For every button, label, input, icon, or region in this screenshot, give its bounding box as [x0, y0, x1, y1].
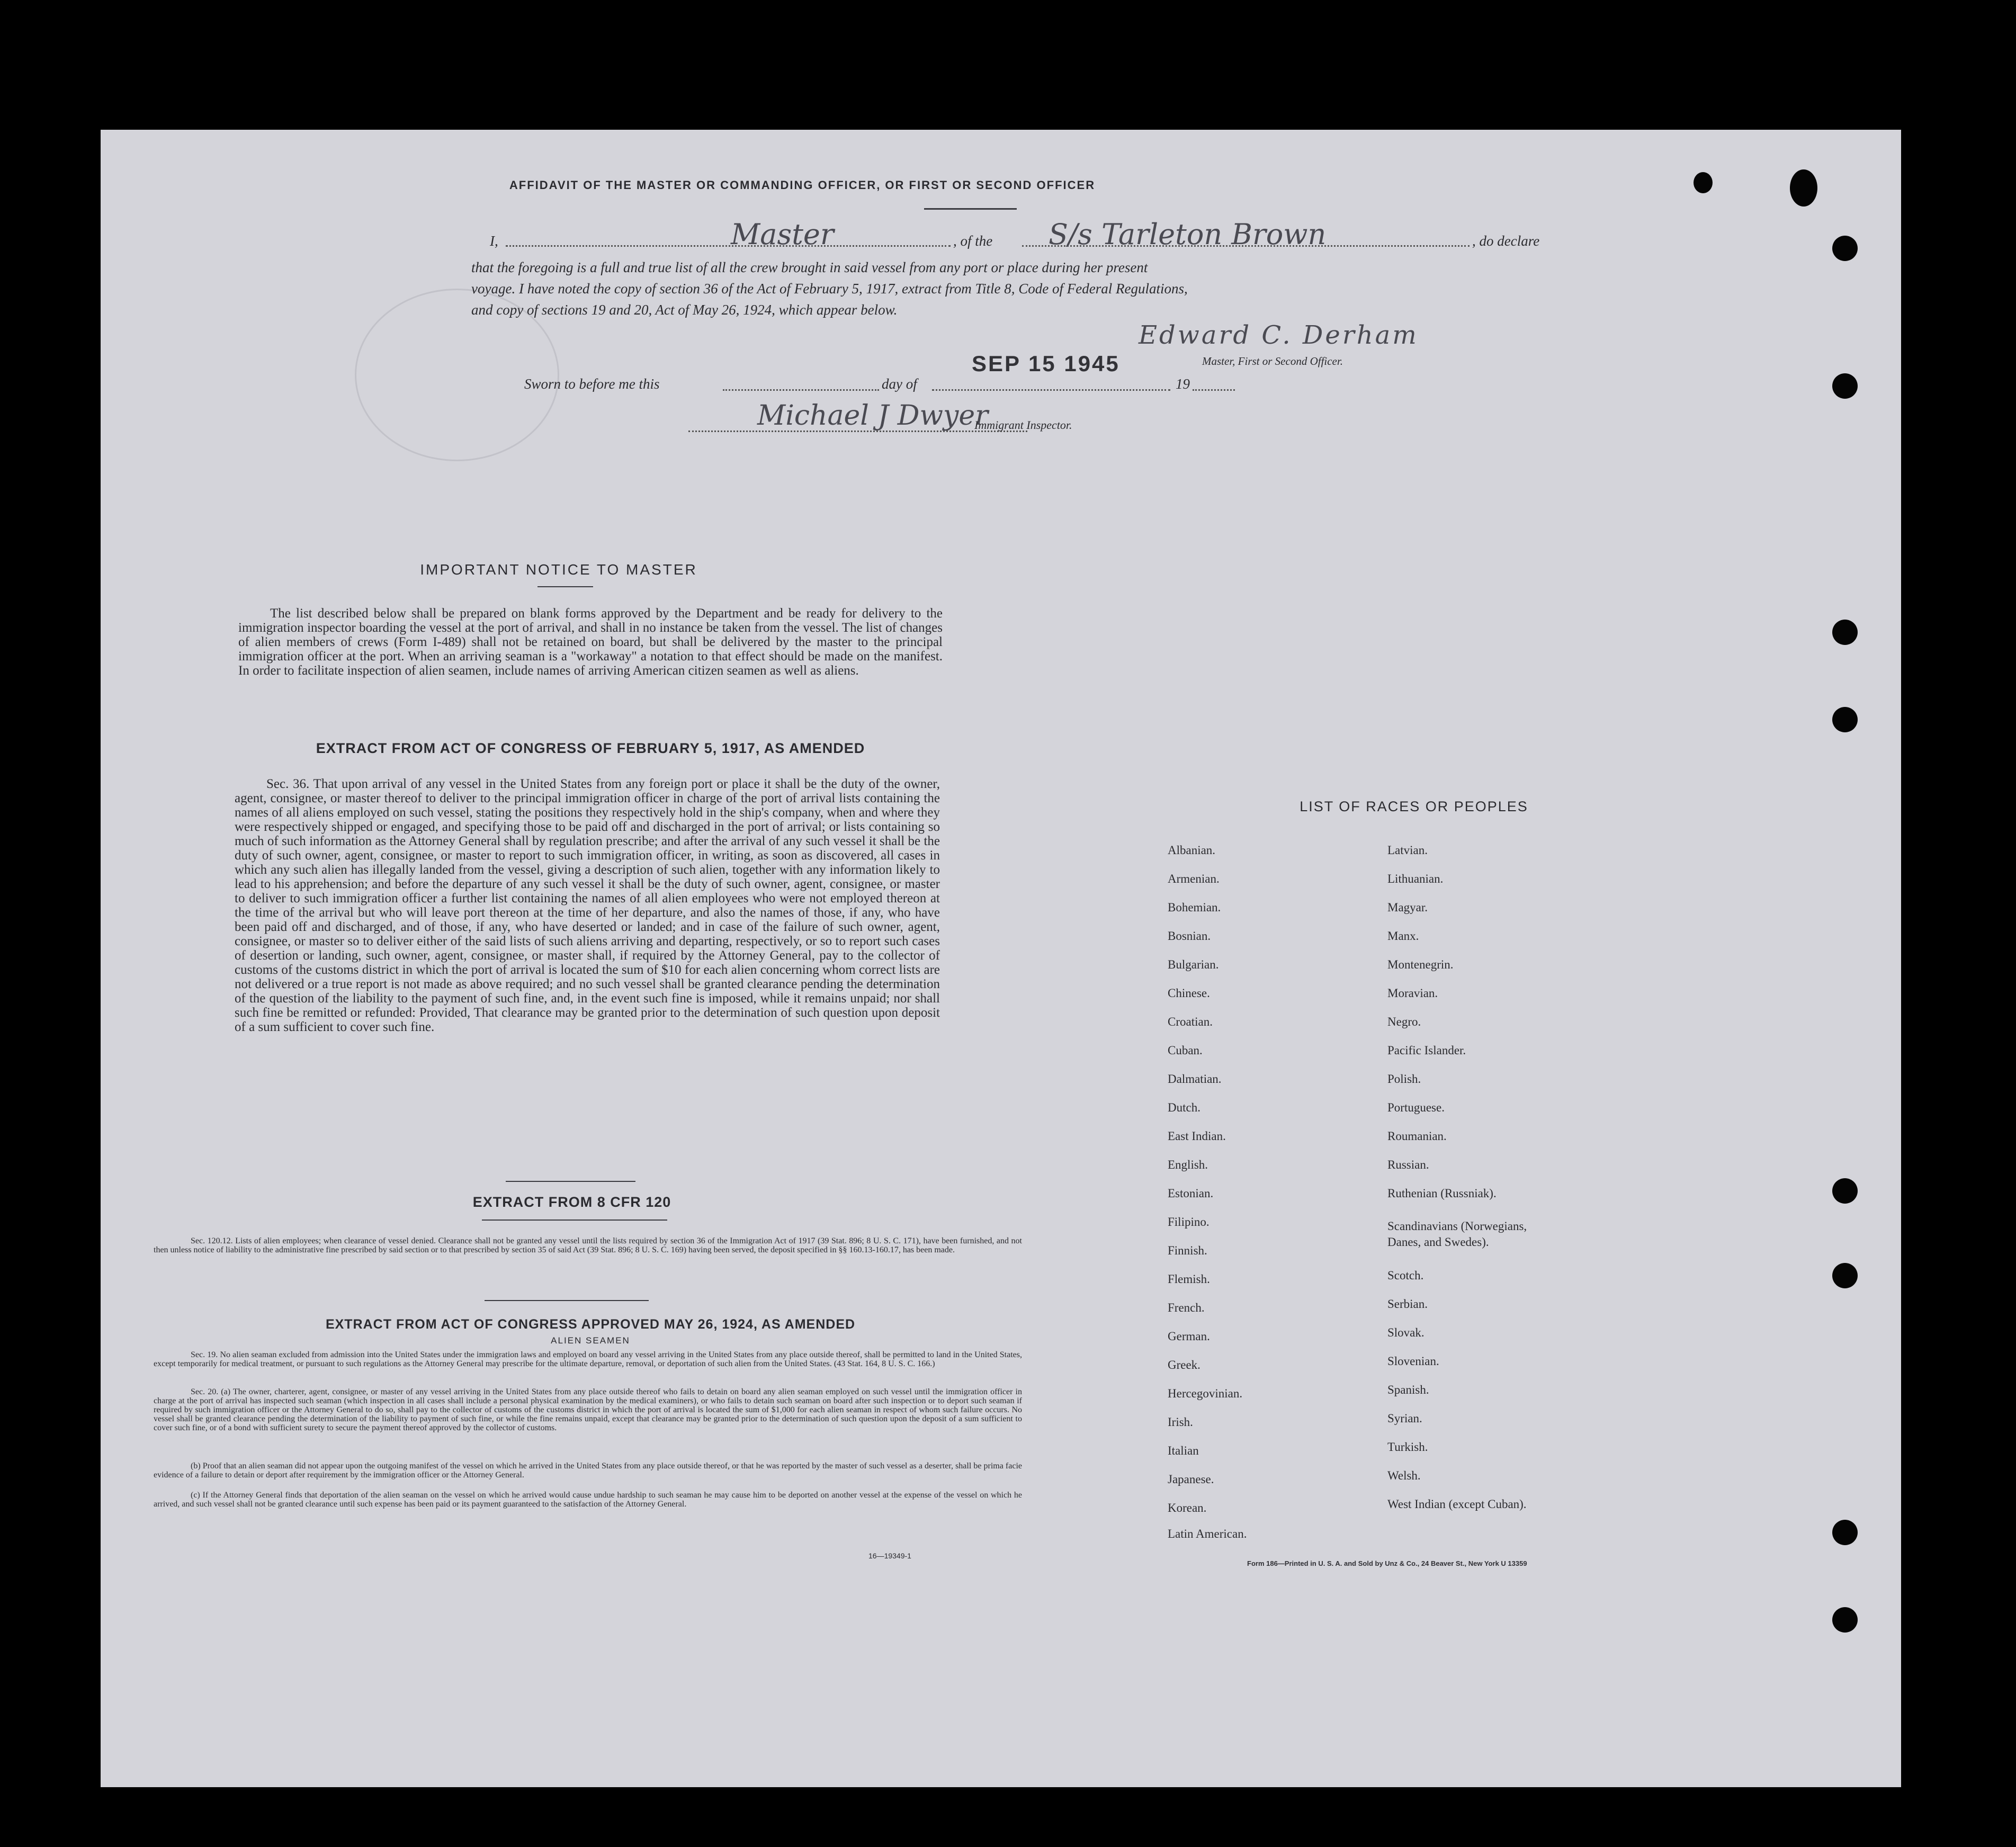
rank-handwritten: Master: [731, 218, 834, 251]
day-of-label: day of: [882, 376, 917, 392]
binder-hole: [1832, 707, 1858, 732]
do-declare-label: , do declare: [1472, 233, 1540, 249]
title-rule: [924, 208, 1017, 210]
race-item: Bohemian.: [1168, 901, 1221, 914]
of-the-label: , of the: [953, 233, 993, 249]
act-1924-rule: [485, 1300, 649, 1301]
race-item: Bulgarian.: [1168, 958, 1219, 971]
race-item: Armenian.: [1168, 872, 1220, 885]
punch-mark: [1790, 169, 1817, 207]
race-item: Bosnian.: [1168, 929, 1211, 943]
race-item: Slovenian.: [1387, 1355, 1439, 1368]
race-item: French.: [1168, 1301, 1205, 1314]
race-item: Montenegrin.: [1387, 958, 1454, 971]
punch-mark: [1694, 172, 1713, 193]
race-item: Latvian.: [1387, 844, 1428, 857]
race-item: Moravian.: [1387, 987, 1438, 1000]
act-1924-subtitle: ALIEN SEAMEN: [551, 1335, 630, 1346]
race-item: Flemish.: [1168, 1272, 1210, 1286]
race-item: Manx.: [1387, 929, 1419, 943]
races-title: LIST OF RACES OR PEOPLES: [1300, 799, 1528, 814]
race-item: Chinese.: [1168, 987, 1210, 1000]
race-item: Pacific Islander.: [1387, 1044, 1466, 1057]
act-1924-sec20b: (b) Proof that an alien seaman did not appear upon the outgoing manifest of the vessel on which he arrived in the United States from any place outside thereof, or that he was reported by the master of such vessel as a deserter, shall be prima facie evidence of a failure to detain or deport after requirement by the immigration officer or the Attorney General.: [154, 1462, 1022, 1480]
race-item: East Indian.: [1168, 1129, 1226, 1143]
binder-hole: [1832, 373, 1858, 399]
race-item: Turkish.: [1387, 1440, 1428, 1454]
act-1924-sec19: Sec. 19. No alien seaman excluded from admission into the United States under the immigration laws and employed on board any vessel arriving in the United States from any place outside thereof, shall be permitted to land in the United States, except temporarily for medical treatment, or pursuant to such regulations as the Attorney General may prescribe for the ultimate departure, removal, or deportation of such alien from the United States. (43 Stat. 164, 8 U. S. C. 166.): [154, 1350, 1022, 1368]
race-item: Estonian.: [1168, 1187, 1214, 1200]
race-item: Ruthenian (Russniak).: [1387, 1187, 1497, 1200]
declaration-line-3: voyage. I have noted the copy of section 36 of the Act of February 5, 1917, extract from Title 8, Code of Federal Regulations,: [471, 281, 1188, 297]
sworn-day-line: [723, 389, 879, 391]
declaration-line-4: and copy of sections 19 and 20, Act of May 26, 1924, which appear below.: [471, 302, 898, 318]
race-item: Welsh.: [1387, 1469, 1421, 1482]
race-item: Albanian.: [1168, 844, 1216, 857]
race-item: Dalmatian.: [1168, 1072, 1222, 1086]
inspector-signature: Michael J Dwyer: [757, 400, 989, 432]
race-item: Irish.: [1168, 1415, 1193, 1429]
year-prefix: 19: [1176, 376, 1190, 392]
race-item: English.: [1168, 1158, 1208, 1171]
binder-hole: [1832, 1607, 1858, 1633]
race-item: Latin American.: [1168, 1527, 1247, 1540]
affidavit-i-label: I,: [490, 233, 498, 249]
binder-hole: [1832, 620, 1858, 645]
race-item: Korean.: [1168, 1501, 1207, 1514]
race-item: Hercegovinian.: [1168, 1387, 1243, 1400]
document-page: [101, 130, 1901, 1787]
race-item: Serbian.: [1387, 1297, 1428, 1311]
binder-hole: [1832, 1263, 1858, 1288]
master-signature-caption: Master, First or Second Officer.: [1202, 355, 1343, 367]
cfr-rule-top: [506, 1181, 635, 1182]
race-item: Russian.: [1387, 1158, 1429, 1171]
act-1924-form-code: 16—19349-1: [868, 1552, 911, 1560]
act-1924-title: EXTRACT FROM ACT OF CONGRESS APPROVED MAY 26, 1924, AS AMENDED: [325, 1317, 856, 1332]
race-item: Magyar.: [1387, 901, 1428, 914]
race-item: German.: [1168, 1330, 1210, 1343]
date-stamp: SEP 15 1945: [972, 351, 1120, 376]
race-item: Syrian.: [1387, 1412, 1422, 1425]
race-item: West Indian (except Cuban).: [1387, 1498, 1527, 1511]
master-signature: Edward C. Derham: [1139, 320, 1419, 350]
inspector-caption: Immigrant Inspector.: [974, 418, 1072, 432]
binder-hole: [1832, 1520, 1858, 1545]
affidavit-title: AFFIDAVIT OF THE MASTER OR COMMANDING OFFICER, OR FIRST OR SECOND OFFICER: [509, 178, 1096, 192]
race-item: Greek.: [1168, 1358, 1200, 1371]
notice-title: IMPORTANT NOTICE TO MASTER: [420, 561, 697, 578]
race-item: Italian: [1168, 1444, 1199, 1457]
binder-hole: [1832, 1178, 1858, 1204]
race-item: Danes, and Swedes).: [1387, 1235, 1489, 1249]
printer-footer: Form 186—Printed in U. S. A. and Sold by Unz & Co., 24 Beaver St., New York U 13359: [1247, 1559, 1527, 1567]
month-dotted-line: [932, 389, 1170, 391]
sworn-label: Sworn to before me this: [524, 376, 660, 392]
race-item: Spanish.: [1387, 1383, 1429, 1396]
cfr-title: EXTRACT FROM 8 CFR 120: [472, 1194, 671, 1210]
year-dotted-line: [1193, 389, 1235, 391]
cfr-rule-bottom: [482, 1220, 667, 1221]
affidavit-declaration: [471, 257, 1567, 320]
act-1917-text: Sec. 36. That upon arrival of any vessel in the United States from any foreign port or place it shall be the duty of the owner, agent, consignee, or master thereof to deliver to the principal immigration officer in charge of the port of arrival lists containing the names of all aliens employed on such vessel, stating the positions they respectively hold in the ship's company, when and where they were respectively shipped or engaged, and specifying those to be paid off and discharged in the port of arrival; or lists containing so much of such information as the Attorney General shall by regulation prescribe; and after the arrival of any such vessel it shall be the duty of such owner, agent, consignee, or master to report to such immigration officer, in writing, as soon as discovered, all cases in which any such alien has illegally landed from the vessel, giving a description of such alien, together with any information likely to lead to his apprehension; and before the departure of any such vessel it shall be the duty of such owner, agent, consignee, or master to deliver to such immigration officer a further list containing the names of all alien employees who were not employed thereon at the time of the arrival but who will leave port thereon at the time of her departure, and also the names of those, if any, who have been paid off and discharged, and of those, if any, who have deserted or landed; and in case of the failure of such owner, agent, consignee, or master so to deliver either of the said lists of such aliens arriving and departing, respectively, or so to report such cases of desertion or landing, such owner, agent, consignee, or master shall, if required by the Attorney General, pay to the collector of customs of the customs district in which the port of arrival is located the sum of $10 for each alien concerning whom correct lists are not delivered or a true report is not made as above required; and no such vessel shall be granted clearance pending the determination of the question of the liability to the payment of such fine, and, in the event such fine is imposed, while it remains unpaid; nor shall such fine be remitted or refunded: Provided, That clearance may be granted prior to the determination of such question upon deposit of a sum sufficient to cover such fine.: [235, 777, 940, 1034]
race-item: Japanese.: [1168, 1473, 1214, 1486]
notice-rule: [537, 586, 593, 587]
binder-hole: [1832, 236, 1858, 261]
race-item: Cuban.: [1168, 1044, 1203, 1057]
race-item: Roumanian.: [1387, 1129, 1447, 1143]
rank-dotted-line: [506, 245, 951, 247]
vessel-handwritten: S/s Tarleton Brown: [1049, 218, 1327, 251]
race-item: Finnish.: [1168, 1244, 1207, 1257]
race-item: Scandinavians (Norwegians,: [1387, 1220, 1527, 1233]
race-item: Polish.: [1387, 1072, 1421, 1086]
notice-text: The list described below shall be prepared on blank forms approved by the Department and be ready for delivery to the immigration inspector boarding the vessel at the port of arrival, and shall in no instance be taken from the vessel. The list of changes of alien members of crews (Form I-489) shall not be retained on board, but shall be delivered by the master to the principal immigration officer at the port. When an arriving seaman is a "workaway" a notation to that effect should be made on the manifest. In order to facilitate inspection of alien seamen, include names of arriving American citizen seamen as well as aliens.: [238, 606, 943, 678]
race-item: Lithuanian.: [1387, 872, 1444, 885]
race-item: Filipino.: [1168, 1215, 1209, 1229]
race-item: Scotch.: [1387, 1269, 1424, 1282]
cfr-text: Sec. 120.12. Lists of alien employees; when clearance of vessel denied. Clearance shall not be granted any vessel until the lists required by section 36 of the Immigration Act of 1917 (39 Stat. 896; 8 U. S. C. 171), have been furnished, and not then unless notice of liability to the administrative fine prescribed by said section or to that prescribed by section 35 of said Act (39 Stat. 896; 8 U. S. C. 169) having been served, the deposit specified in §§ 160.13-160.17, has been made.: [154, 1236, 1022, 1254]
race-item: Portuguese.: [1387, 1101, 1445, 1114]
act-1924-sec20a: Sec. 20. (a) The owner, charterer, agent, consignee, or master of any vessel arriving in the United States from any place outside thereof who fails to detain on board any alien seaman employed on such vessel until the immigration officer in charge at the port of arrival has inspected such seaman (which inspection in all cases shall include a personal physical examination by the medical examiners), or who fails to detain such seaman on board after such inspection or to deport such seaman if required by such immigration officer or the Attorney General to do so, shall pay to the collector of customs of the customs district in which the port of arrival is located the sum of $1,000 for each alien seaman in respect of whom such failure occurs. No vessel shall be granted clearance pending the determination of the liability to payment of such fine, or while the fine remains unpaid, except that clearance may be granted prior to the determination of such question upon the deposit of a sum sufficient to cover such fine, or of a bond with sufficient surety to secure the payment thereof approved by the collector of customs.: [154, 1387, 1022, 1432]
race-item: Slovak.: [1387, 1326, 1424, 1339]
race-item: Negro.: [1387, 1015, 1421, 1028]
race-item: Dutch.: [1168, 1101, 1200, 1114]
act-1924-sec20c: (c) If the Attorney General finds that deportation of the alien seaman on the vessel on which he arrived would cause undue hardship to such seaman he may cause him to be deported on another vessel at the expense of the vessel on which he arrived, and such vessel shall not be granted clearance until such expense has been paid or its payment guaranteed to the satisfaction of the Attorney General.: [154, 1491, 1022, 1509]
race-item: Croatian.: [1168, 1015, 1213, 1028]
declaration-line-2: that the foregoing is a full and true list of all the crew brought in said vessel from any port or place during her present: [471, 259, 1148, 275]
act-1917-title: EXTRACT FROM ACT OF CONGRESS OF FEBRUARY 5, 1917, AS AMENDED: [316, 740, 865, 756]
